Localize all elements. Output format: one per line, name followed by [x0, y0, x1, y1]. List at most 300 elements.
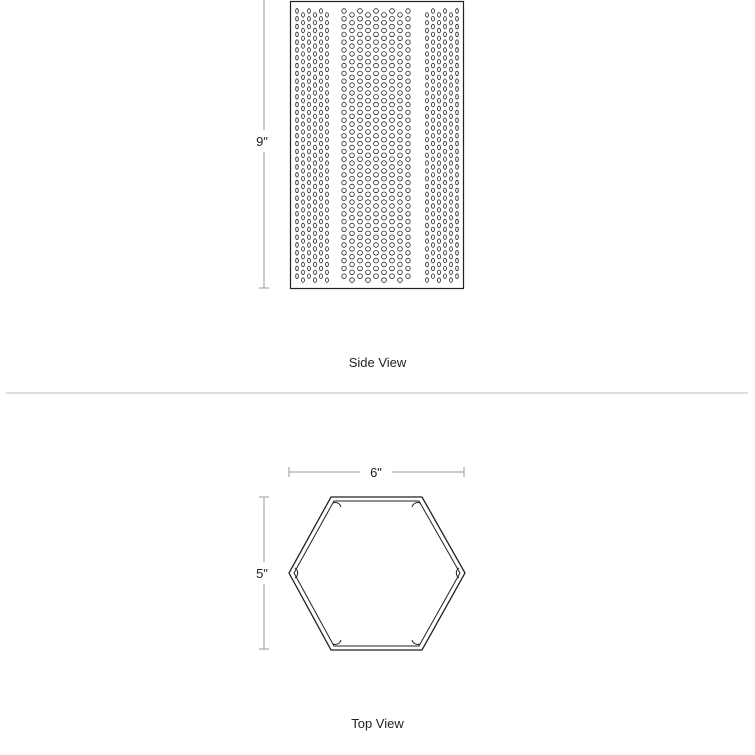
perforation-hole — [438, 36, 441, 41]
perforation-hole — [444, 188, 447, 193]
perforation-hole — [314, 67, 317, 72]
perforation-hole — [390, 157, 395, 162]
perforation-hole — [450, 83, 453, 88]
perforation-hole — [456, 40, 459, 45]
top-depth-label: 5" — [256, 566, 268, 581]
perforation-hole — [302, 36, 305, 41]
perforation-hole — [444, 118, 447, 123]
perforation-hole — [374, 134, 379, 139]
perforation-hole — [426, 223, 429, 228]
perforation-hole — [450, 192, 453, 197]
perforation-hole — [296, 48, 299, 53]
perforation-hole — [314, 98, 317, 103]
perforation-hole — [398, 91, 403, 96]
perforation-hole — [314, 20, 317, 25]
perforation-hole — [350, 254, 355, 259]
perforation-hole — [296, 180, 299, 185]
perforation-hole — [382, 161, 387, 166]
perforation-hole — [398, 52, 403, 57]
perforation-hole — [456, 274, 459, 279]
perforation-hole — [314, 208, 317, 213]
perforation-hole — [296, 102, 299, 107]
perforation-hole — [358, 63, 363, 68]
perforation-hole — [308, 251, 311, 256]
perforation-hole — [438, 114, 441, 119]
perforation-hole — [320, 180, 323, 185]
perforation-hole — [406, 235, 410, 240]
perforation-hole — [314, 161, 317, 166]
perforation-hole — [358, 258, 363, 263]
perforation-hole — [308, 95, 311, 100]
perforation-hole — [302, 223, 305, 228]
perforation-hole — [308, 9, 311, 14]
perforation-hole — [444, 219, 447, 224]
perforation-hole — [342, 180, 346, 185]
perforation-hole — [444, 196, 447, 201]
perforation-hole — [302, 231, 305, 236]
perforation-hole — [302, 247, 305, 252]
perforation-hole — [350, 223, 355, 228]
perforation-hole — [456, 118, 459, 123]
perforation-hole — [366, 192, 371, 197]
perforation-hole — [314, 122, 317, 127]
perforation-hole — [302, 91, 305, 96]
perforation-hole — [296, 235, 299, 240]
perforation-hole — [438, 67, 441, 72]
perforation-hole — [320, 110, 323, 115]
perforation-hole — [358, 219, 363, 224]
perforation-hole — [444, 274, 447, 279]
perforation-hole — [406, 40, 410, 45]
perforation-hole — [390, 40, 395, 45]
perforation-hole — [432, 274, 435, 279]
perforation-hole — [382, 52, 387, 57]
perforation-hole — [326, 247, 329, 252]
perforation-hole — [308, 126, 311, 131]
perforation-hole — [456, 157, 459, 162]
perforation-hole — [342, 173, 346, 178]
perforation-hole — [450, 59, 453, 64]
perforation-hole — [438, 200, 441, 205]
perforation-hole — [326, 59, 329, 64]
perforation-hole — [320, 188, 323, 193]
perforation-hole — [450, 114, 453, 119]
perforation-hole — [398, 106, 403, 111]
perforation-hole — [326, 200, 329, 205]
perforation-hole — [350, 44, 355, 49]
perforation-hole — [456, 196, 459, 201]
perforation-hole — [302, 106, 305, 111]
perforation-hole — [398, 98, 403, 103]
perforation-hole — [390, 188, 395, 193]
perforation-hole — [444, 134, 447, 139]
perforation-hole — [350, 161, 355, 166]
perforation-hole — [358, 227, 363, 232]
perforation-hole — [406, 110, 410, 115]
perforation-hole — [314, 176, 317, 181]
perforation-hole — [358, 188, 363, 193]
perforation-hole — [438, 28, 441, 33]
perforation-hole — [302, 262, 305, 267]
perforation-hole — [450, 20, 453, 25]
perforation-hole — [358, 157, 363, 162]
perforation-hole — [350, 208, 355, 213]
perforation-hole — [438, 192, 441, 197]
perforation-hole — [366, 122, 371, 127]
perforation-hole — [308, 102, 311, 107]
perforation-hole — [302, 208, 305, 213]
perforation-hole — [426, 13, 429, 18]
perforation-hole — [302, 270, 305, 275]
perforation-hole — [350, 231, 355, 236]
perforation-hole — [432, 126, 435, 131]
perforation-hole — [398, 239, 403, 244]
perforation-hole — [366, 231, 371, 236]
perforation-hole — [314, 145, 317, 150]
perforation-hole — [326, 231, 329, 236]
perforation-hole — [320, 40, 323, 45]
perforation-hole — [350, 98, 355, 103]
perforation-hole — [398, 20, 403, 25]
perforation-hole — [326, 122, 329, 127]
perforation-hole — [314, 262, 317, 267]
perforation-hole — [382, 169, 387, 174]
perforation-hole — [438, 130, 441, 135]
perforation-hole — [450, 36, 453, 41]
perforation-hole — [406, 219, 410, 224]
perforation-hole — [456, 258, 459, 263]
perforation-hole — [432, 219, 435, 224]
perforation-hole — [350, 145, 355, 150]
perforation-hole — [450, 270, 453, 275]
perforation-hole — [366, 75, 371, 80]
perforation-hole — [350, 270, 355, 275]
perforation-hole — [326, 114, 329, 119]
perforation-hole — [342, 274, 346, 279]
perforation-hole — [398, 145, 403, 150]
perforation-hole — [432, 188, 435, 193]
perforation-hole — [438, 137, 441, 142]
perforation-hole — [450, 91, 453, 96]
perforation-hole — [432, 165, 435, 170]
perforation-hole — [444, 212, 447, 217]
perforation-hole — [426, 145, 429, 150]
perforation-hole — [390, 258, 395, 263]
perforation-hole — [308, 173, 311, 178]
perforation-hole — [432, 149, 435, 154]
perforation-hole — [426, 215, 429, 220]
perforation-hole — [366, 239, 371, 244]
perforation-hole — [326, 106, 329, 111]
perforation-hole — [450, 130, 453, 135]
perforation-hole — [302, 278, 305, 283]
perforation-hole — [326, 137, 329, 142]
perforation-hole — [366, 36, 371, 41]
perforation-hole — [326, 223, 329, 228]
perforation-hole — [366, 254, 371, 259]
perforation-hole — [366, 106, 371, 111]
perforation-hole — [320, 235, 323, 240]
perforation-hole — [456, 63, 459, 68]
perforation-hole — [382, 98, 387, 103]
perforation-hole — [326, 262, 329, 267]
perforation-hole — [366, 83, 371, 88]
perforation-hole — [406, 188, 410, 193]
perforation-hole — [366, 91, 371, 96]
perforation-hole — [374, 180, 379, 185]
perforation-hole — [358, 9, 363, 14]
perforation-hole — [314, 247, 317, 252]
perforation-hole — [342, 9, 346, 14]
perforation-hole — [444, 243, 447, 248]
perforation-hole — [296, 134, 299, 139]
perforation-hole — [342, 251, 346, 256]
perforation-hole — [308, 40, 311, 45]
perforation-hole — [358, 173, 363, 178]
perforation-hole — [406, 204, 410, 209]
perforation-hole — [426, 52, 429, 57]
perforation-hole — [390, 95, 395, 100]
perforation-hole — [426, 184, 429, 189]
perforation-hole — [456, 243, 459, 248]
perforation-hole — [444, 204, 447, 209]
perforation-hole — [320, 71, 323, 76]
perforation-hole — [450, 278, 453, 283]
perforation-hole — [450, 239, 453, 244]
perforation-hole — [444, 24, 447, 29]
perforation-hole — [398, 278, 403, 283]
perforation-hole — [308, 235, 311, 240]
perforation-hole — [308, 149, 311, 154]
side-view-caption: Side View — [348, 355, 407, 370]
perforation-hole — [320, 173, 323, 178]
perforation-hole — [456, 17, 459, 22]
perforation-hole — [390, 102, 395, 107]
perforation-hole — [444, 48, 447, 53]
perforation-hole — [350, 247, 355, 252]
perforation-hole — [382, 59, 387, 64]
perforation-hole — [456, 24, 459, 29]
perforation-hole — [456, 219, 459, 224]
perforation-hole — [450, 44, 453, 49]
perforation-hole — [382, 231, 387, 236]
perforation-hole — [350, 169, 355, 174]
perforation-hole — [358, 251, 363, 256]
perforation-hole — [426, 67, 429, 72]
perforation-hole — [432, 134, 435, 139]
perforation-hole — [302, 145, 305, 150]
perforation-hole — [444, 95, 447, 100]
perforation-hole — [366, 215, 371, 220]
perforation-hole — [438, 208, 441, 213]
perforation-hole — [432, 56, 435, 61]
perforation-hole — [444, 56, 447, 61]
perforation-hole — [406, 141, 410, 146]
perforation-hole — [320, 243, 323, 248]
perforation-hole — [398, 169, 403, 174]
perforation-hole — [308, 118, 311, 123]
perforation-hole — [406, 17, 410, 22]
perforation-hole — [308, 188, 311, 193]
perforation-hole — [426, 106, 429, 111]
perforation-hole — [398, 67, 403, 72]
perforation-hole — [374, 17, 379, 22]
perforation-hole — [302, 20, 305, 25]
perforation-hole — [314, 169, 317, 174]
perforation-hole — [382, 254, 387, 259]
perforation-hole — [450, 254, 453, 259]
perforation-hole — [438, 262, 441, 267]
perforation-hole — [320, 157, 323, 162]
perforation-hole — [438, 270, 441, 275]
perforation-hole — [406, 63, 410, 68]
perforation-hole — [444, 40, 447, 45]
perforation-hole — [374, 32, 379, 37]
corner-fittings — [295, 503, 459, 645]
perforation-hole — [432, 141, 435, 146]
perforation-hole — [456, 71, 459, 76]
perforation-hole — [444, 102, 447, 107]
perforation-hole — [374, 266, 379, 271]
perforation-hole — [426, 169, 429, 174]
perforation-hole — [308, 266, 311, 271]
perforation-hole — [366, 59, 371, 64]
perforation-hole — [326, 44, 329, 49]
perforation-hole — [432, 173, 435, 178]
perforation-hole — [382, 223, 387, 228]
perforation-hole — [432, 227, 435, 232]
perforation-hole — [366, 67, 371, 72]
perforation-hole — [350, 262, 355, 267]
perforation-hole — [314, 239, 317, 244]
perforation-hole — [366, 208, 371, 213]
perforation-hole — [444, 110, 447, 115]
perforation-hole — [374, 40, 379, 45]
perforation-hole — [450, 262, 453, 267]
perforation-hole — [444, 87, 447, 92]
perforation-hole — [302, 169, 305, 174]
perforation-hole — [432, 266, 435, 271]
perforation-hole — [342, 95, 346, 100]
perforation-hole — [358, 118, 363, 123]
perforation-hole — [358, 40, 363, 45]
perforation-hole — [296, 274, 299, 279]
perforation-hole — [296, 251, 299, 256]
perforation-hole — [350, 239, 355, 244]
perforation-hole — [390, 227, 395, 232]
perforation-hole — [382, 28, 387, 33]
perforation-hole — [382, 215, 387, 220]
perforation-hole — [426, 231, 429, 236]
perforation-hole — [358, 204, 363, 209]
perforation-hole — [382, 208, 387, 213]
perforation-hole — [296, 212, 299, 217]
perforation-hole — [326, 83, 329, 88]
perforation-hole — [314, 130, 317, 135]
perforation-hole — [342, 63, 346, 68]
perforation-hole — [320, 9, 323, 14]
perforation-hole — [382, 262, 387, 267]
perforation-hole — [426, 75, 429, 80]
perforation-hole — [450, 13, 453, 18]
perforation-hole — [450, 247, 453, 252]
perforation-hole — [350, 114, 355, 119]
perforation-hole — [302, 184, 305, 189]
perforation-hole — [456, 149, 459, 154]
perforation-hole — [432, 251, 435, 256]
perforation-hole — [432, 102, 435, 107]
perforation-hole — [374, 141, 379, 146]
perforation-hole — [432, 40, 435, 45]
perforation-hole — [314, 114, 317, 119]
perforation-hole — [426, 59, 429, 64]
perforation-hole — [382, 239, 387, 244]
perforation-hole — [438, 239, 441, 244]
perforation-hole — [302, 200, 305, 205]
perforation-hole — [406, 102, 410, 107]
perforation-hole — [390, 165, 395, 170]
perforation-hole — [374, 102, 379, 107]
perforation-hole — [326, 52, 329, 57]
perforation-hole — [456, 227, 459, 232]
perforation-hole — [296, 227, 299, 232]
perforation-hole — [308, 56, 311, 61]
perforation-hole — [350, 67, 355, 72]
perforation-hole — [308, 219, 311, 224]
perforation-hole — [296, 126, 299, 131]
perforation-hole — [308, 17, 311, 22]
perforation-hole — [314, 153, 317, 158]
perforation-hole — [320, 87, 323, 92]
perforation-hole — [366, 278, 371, 283]
perforation-hole — [296, 71, 299, 76]
perforation-hole — [382, 44, 387, 49]
perforation-hole — [350, 59, 355, 64]
perforation-hole — [432, 17, 435, 22]
perforation-hole — [390, 266, 395, 271]
perforation-hole — [296, 32, 299, 37]
perforation-hole — [342, 212, 346, 217]
perforation-hole — [326, 254, 329, 259]
perforation-hole — [302, 13, 305, 18]
perforation-hole — [358, 110, 363, 115]
perforation-hole — [326, 13, 329, 18]
perforation-hole — [350, 91, 355, 96]
perforation-hole — [426, 114, 429, 119]
perforation-hole — [366, 262, 371, 267]
perforation-hole — [374, 235, 379, 240]
perforation-hole — [406, 227, 410, 232]
perforation-hole — [382, 192, 387, 197]
perforation-hole — [366, 169, 371, 174]
perforation-hole — [326, 169, 329, 174]
perforation-hole — [314, 184, 317, 189]
perforation-hole — [314, 223, 317, 228]
perforation-hole — [302, 83, 305, 88]
perforation-hole — [390, 110, 395, 115]
perforation-hole — [374, 188, 379, 193]
perforation-hole — [358, 102, 363, 107]
perforation-hole — [432, 118, 435, 123]
perforation-hole — [302, 67, 305, 72]
perforation-hole — [406, 157, 410, 162]
perforation-hole — [326, 184, 329, 189]
perforation-hole — [382, 106, 387, 111]
perforation-hole — [296, 219, 299, 224]
top-view-caption: Top View — [351, 716, 404, 731]
perforation-hole — [308, 243, 311, 248]
perforation-hole — [326, 28, 329, 33]
